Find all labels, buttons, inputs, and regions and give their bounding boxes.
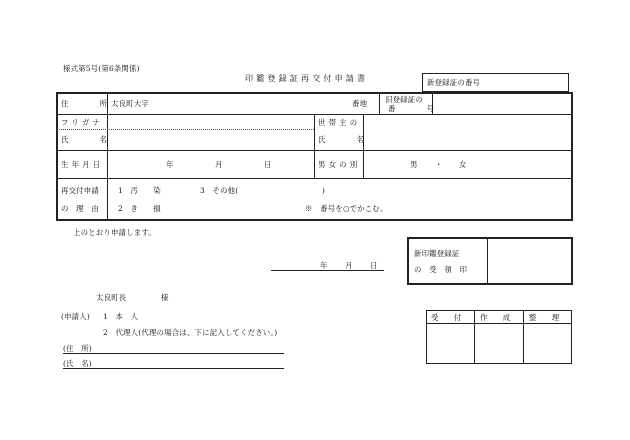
new-cert-number-label: 新登録証の番号 <box>427 78 481 87</box>
old-cert-number-field[interactable] <box>433 94 571 113</box>
column-divider <box>107 93 108 220</box>
column-divider <box>487 238 488 284</box>
form-title: 印鑑登録証再交付申請書 <box>245 74 369 83</box>
date-underline <box>271 270 384 271</box>
address-label: 住 所 <box>61 99 113 108</box>
reason-close-paren: ) <box>322 186 326 195</box>
declaration: 上のとおり申請します。 <box>73 228 156 237</box>
seal-label: 新印鑑登録証 <box>414 249 460 258</box>
applicant-self[interactable]: 1 本 人 <box>103 312 139 321</box>
row-divider <box>57 178 572 179</box>
old-cert-label: 旧登録証の <box>385 95 423 104</box>
birth-month-unit: 月 <box>215 160 223 169</box>
reason-option-3[interactable]: 3 その他( <box>200 186 239 195</box>
householder-label: 世帯主の <box>318 118 361 127</box>
applicant-proxy[interactable]: 2 代理人(代理の場合は、下に記入してください。) <box>103 328 278 337</box>
reason-label: の 理 由 <box>61 204 99 213</box>
householder-name-field[interactable] <box>364 115 571 149</box>
address-value[interactable]: 太良町大字 <box>111 99 149 108</box>
office-sakusei: 作 成 <box>480 313 511 322</box>
seal-stamp-field[interactable] <box>489 239 571 283</box>
furigana-label: フリガナ <box>61 118 103 127</box>
date-year-unit: 年 <box>320 261 328 270</box>
proxy-address-line[interactable] <box>63 353 284 354</box>
proxy-name-label: (氏 名) <box>63 359 92 368</box>
sex-label: 男女の別 <box>318 160 361 169</box>
office-seiri: 整 理 <box>529 313 560 322</box>
name-label: 氏 名 <box>61 135 113 144</box>
column-divider <box>314 114 315 178</box>
birth-year-unit: 年 <box>166 160 174 169</box>
column-divider <box>474 311 475 363</box>
column-divider <box>379 93 380 114</box>
mayor-title: 太良町長 <box>96 293 127 302</box>
birth-day-unit: 日 <box>264 160 272 169</box>
sex-female[interactable]: 女 <box>459 160 467 169</box>
honorific: 様 <box>161 293 169 302</box>
reason-option-2[interactable]: 2 き 損 <box>118 204 161 213</box>
form-number: 様式第5号(第6条関係) <box>63 64 140 73</box>
reason-label: 再交付申請 <box>61 186 99 195</box>
column-divider <box>523 311 524 363</box>
date-month-unit: 月 <box>345 261 353 270</box>
seal-label: の 受 領 印 <box>414 265 468 274</box>
householder-label: 氏 名 <box>318 135 370 144</box>
reason-option-1[interactable]: 1 汚 染 <box>118 186 161 195</box>
banchi-label: 番地 <box>352 99 368 108</box>
birth-label: 生年月日 <box>61 160 104 169</box>
reason-note: ※ 番号を○でかこむ。 <box>305 204 388 213</box>
name-field[interactable] <box>108 115 313 149</box>
date-day-unit: 日 <box>370 261 378 270</box>
old-cert-label: 番 号 <box>388 104 440 113</box>
office-uketsuke: 受 付 <box>431 313 462 322</box>
sex-male[interactable]: 男 <box>410 160 418 169</box>
sex-separator: ・ <box>435 160 443 169</box>
applicant-label: (申請人) <box>61 312 90 321</box>
proxy-address-label: (住 所) <box>63 344 92 353</box>
proxy-name-line[interactable] <box>63 368 284 369</box>
row-divider <box>427 323 571 324</box>
